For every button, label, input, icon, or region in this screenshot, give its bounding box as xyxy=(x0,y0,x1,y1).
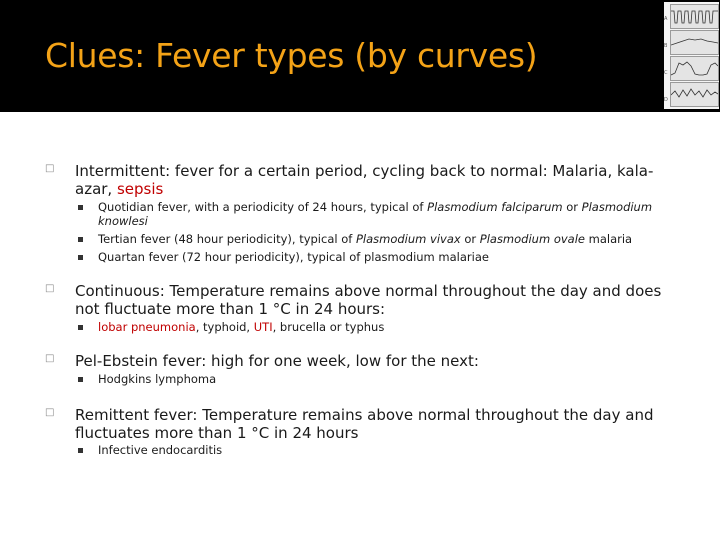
sub-bullet-marker xyxy=(78,448,83,453)
sub-bullet-hodgkins: Hodgkins lymphoma xyxy=(98,372,217,386)
panel-label-d: D xyxy=(664,97,668,103)
panel-label-c: C xyxy=(664,70,668,76)
page-title: Clues: Fever types (by curves) xyxy=(45,36,538,75)
sub-bullet-quotidian: Quotidian fever, with a periodicity of 24 hours, typical of Plasmodium falciparum or Plasmodium knowlesi xyxy=(98,200,653,228)
sub-bullet-marker xyxy=(78,237,83,242)
bullet-continuous: Continuous: Temperature remains above normal throughout the day and does not fluctuate more than 1 °C in 24 hours: xyxy=(75,282,662,318)
bullet-intermittent: Intermittent: fever for a certain period, cycling back to normal: Malaria, kala-azar, sepsis xyxy=(75,162,654,198)
sub-bullet-endocarditis: Infective endocarditis xyxy=(98,443,223,457)
panel-label-b: B xyxy=(664,43,668,49)
bullet-remittent: Remittent fever: Temperature remains above normal throughout the day and fluctuates more than 1 °C in 24 hours xyxy=(75,406,654,442)
bullet-pel-ebstein: Pel-Ebstein fever: high for one week, low for the next: xyxy=(75,352,479,370)
highlight-sepsis: sepsis xyxy=(116,180,164,198)
sub-bullet-tertian: Tertian fever (48 hour periodicity), typical of Plasmodium vivax or Plasmodium ovale malaria xyxy=(98,232,633,246)
sub-bullet-marker xyxy=(78,377,83,382)
bullet-marker xyxy=(45,353,54,364)
sub-bullet-marker xyxy=(78,255,83,260)
highlight-uti: UTI xyxy=(253,320,273,334)
bullet-marker xyxy=(45,163,54,174)
sub-bullet-continuous-examples: lobar pneumonia, typhoid, UTI, brucella or typhus xyxy=(98,320,385,334)
sub-bullet-quartan: Quartan fever (72 hour periodicity), typical of plasmodium malariae xyxy=(98,250,489,264)
bullet-marker xyxy=(45,407,54,418)
sub-bullet-marker xyxy=(78,205,83,210)
bullet-marker xyxy=(45,283,54,294)
sub-bullet-marker xyxy=(78,325,83,330)
panel-label-a: A xyxy=(664,16,668,22)
highlight-lobar-pneumonia: lobar pneumonia xyxy=(98,320,196,334)
